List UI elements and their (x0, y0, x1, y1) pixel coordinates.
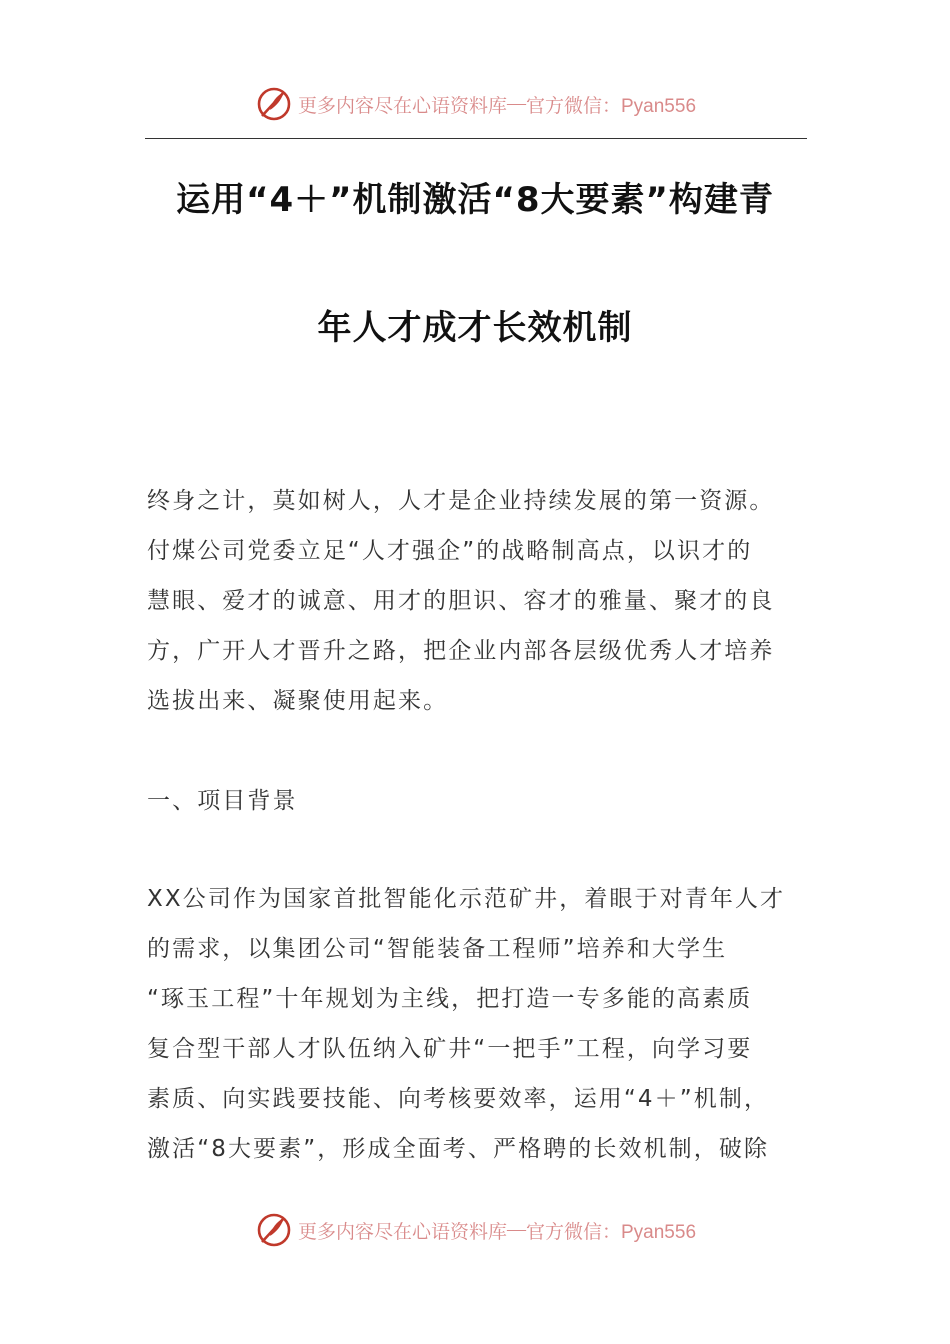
paragraph-line: 终身之计，莫如树人，人才是企业持续发展的第一资源。 (147, 488, 775, 514)
watermark-text: 更多内容尽在心语资料库 (297, 94, 507, 117)
paragraph-line: “琢玉工程”十年规划为主线，把打造一专多能的高素质 (147, 986, 753, 1012)
paragraph-line: 慧眼、爱才的诚意、用才的胆识、容才的雅量、聚才的良 (147, 588, 775, 614)
footer-watermark (0, 1208, 950, 1252)
watermark-separator: — (507, 93, 526, 114)
feather-pen-logo-icon (254, 1210, 294, 1250)
paragraph-line: 素质、向实践要技能、向考核要效率，运用“4＋”机制， (147, 1086, 770, 1112)
feather-pen-logo-icon (254, 84, 294, 124)
section-paragraph (147, 874, 807, 1174)
watermark-wechat: 官方微信：Pyan556 (526, 95, 697, 117)
watermark-text: 更多内容尽在心语资料库 (297, 1220, 507, 1243)
document-title-line-2: 年人才成才长效机制 (317, 308, 633, 348)
paragraph-line: XX公司作为国家首批智能化示范矿井，着眼于对青年人才 (147, 886, 786, 912)
header-watermark (0, 82, 950, 126)
watermark-wechat: 官方微信：Pyan556 (526, 1221, 697, 1243)
paragraph-line: 选拔出来、凝聚使用起来。 (147, 688, 449, 714)
header-divider (145, 138, 807, 139)
paragraph-line: 付煤公司党委立足“人才强企”的战略制高点，以识才的 (147, 538, 753, 564)
paragraph-line: 复合型干部人才队伍纳入矿井“一把手”工程，向学习要 (147, 1036, 753, 1062)
intro-paragraph (147, 476, 807, 726)
document-title-line-1: 运用“4＋”机制激活“8大要素”构建青 (176, 180, 774, 220)
paragraph-line: 方，广开人才晋升之路，把企业内部各层级优秀人才培养 (147, 638, 775, 664)
paragraph-line: 的需求，以集团公司“智能装备工程师”培养和大学生 (147, 936, 728, 962)
paragraph-line: 激活“8大要素”，形成全面考、严格聘的长效机制，破除 (147, 1136, 770, 1162)
watermark-separator: — (507, 1219, 526, 1240)
section-heading: 一、项目背景 (147, 788, 298, 814)
